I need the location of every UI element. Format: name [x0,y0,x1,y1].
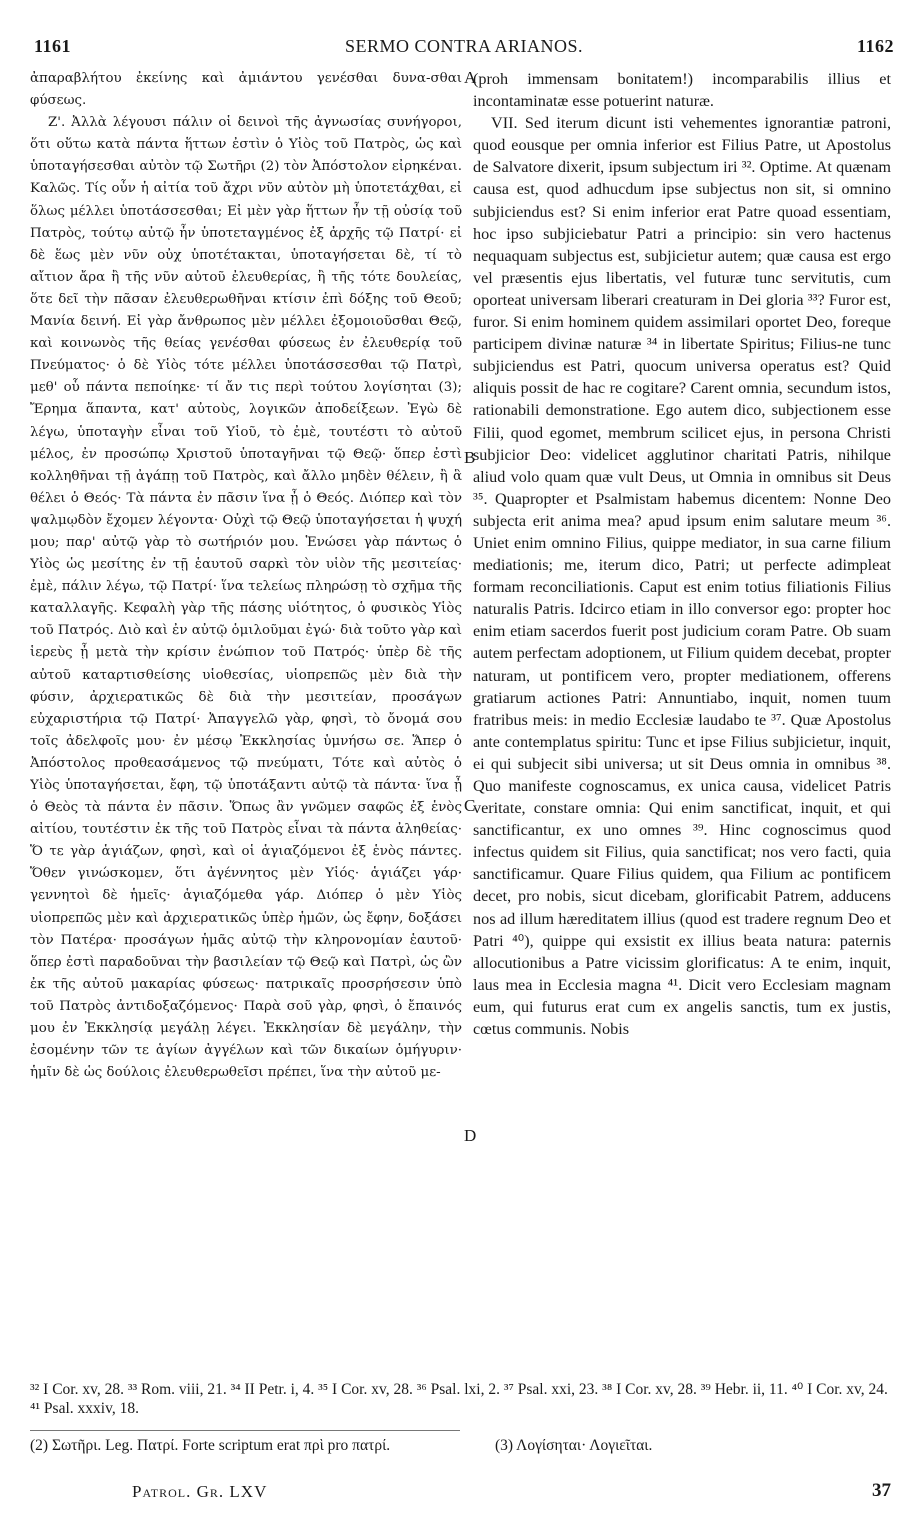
margin-marker-b: B [464,448,476,467]
latin-column [473,68,891,1336]
margin-marker-a: A [464,68,477,87]
running-title: SERMO CONTRA ARIANOS. [344,36,584,56]
greek-column [30,68,462,1336]
footnote-divider [30,1430,460,1431]
scripture-footnotes: ³² I Cor. xv, 28. ³³ Rom. viii, 21. ³⁴ II Petr. i, 4. ³⁵ I Cor. xv, 28. ³⁶ Psal. lxi, 2. ³⁷ Psal. xxi, 23. ³⁸ I Cor. xv, 28. ³⁹ Hebr. ii, 11. ⁴⁰ I Cor. xv, 24. ⁴¹ Psal. xxxiv, 18. [30,1381,888,1417]
margin-marker-d: D [464,1126,477,1145]
sheet-number: 37 [872,1480,891,1501]
right-page-number: 1162 [856,36,894,56]
greek-paragraph-2: Ζ'. Ἀλλὰ λέγουσι πάλιν οἱ δεινοὶ τῆς ἀγνωσίας συνήγοροι, ὅτι οὕτω κατὰ πάντα ἥττων ἐστὶν ὁ Υἱὸς τοῦ Πατρὸς, ὡς καὶ ὑποταγήσεσθαι αὐτὸν τῷ Σωτῆρι (2) τὸν Ἀπόστολον εἰρηκέναι. Καλῶς. Τίς οὖν ἡ αἰτία τοῦ ἄχρι νῦν αὐτὸν μὴ ὑποτετάχθαι, εἰ ὅλως μέλλει ὑποτάσσεσθαι; Εἰ μὲν γὰρ ἥττων ἦν τῇ οὐσίᾳ τοῦ Πατρὸς, τούτῳ αὐτῷ ἦν ὑποτεταγμένος ἐξ ἀρχῆς τῷ Πατρί· εἰ δὲ ἕως μὲν νῦν οὐχ ὑποτέτακται, ὑποταγήσεται δὲ, τί τὸ αἴτιον ἄρα ἢ τῆς νῦν αὐτοῦ ἐλευθερίας, ἢ τῆς τότε δουλείας, ὅτε δεῖ τὴν πᾶσαν ἐλευθερωθῆναι κτίσιν ἐπὶ δόξης τοῦ Θεοῦ; Μανία δεινή. Εἰ γὰρ ἄνθρωπος μὲν μέλλει ἐξομοιοῦσθαι Θεῷ, καὶ κοινωνὸς τῆς θείας γενέσθαι φύσεως ἐν ἐλευθερίᾳ τοῦ Πνεύματος· ὁ δὲ Υἱὸς τότε μέλλει ὑποτάσσεσθαι τῷ Πατρὶ, μεθ' οὗ πάντα πεποίηκε· τί ἄν τις περὶ τούτου λογίσηται (3); Ἔρημα ἅπαντα, κατ' αὐτοὺς, λογικῶν ἀποδείξεων. Ἐγὼ δὲ λέγω, ὑποταγὴν εἶναι τοῦ Υἱοῦ, τὸ ἐμὲ, τουτέστι τὸ αὐτοῦ μέλος, ἐν προσώπῳ Χριστοῦ ὑποταγῆναι τῷ Θεῷ· ὅπερ ἐστὶ κολληθῆναι τῇ ἀγάπῃ τοῦ Πατρὸς, καὶ ἄλλο μηδὲν θέλειν, ἢ ἃ θέλει ὁ Θεός· Τὰ πάντα ἐν πᾶσιν ἵνα ᾖ ὁ Θεός. Διόπερ καὶ τὸν ψαλμῳδὸν ἔχομεν λέγοντα· Οὐχὶ τῷ Θεῷ ὑποταγήσεται ἡ ψυχή μου; παρ' αὐτῷ γὰρ τὸ σωτήριόν μου. Ἑνώσει γὰρ πάντως ὁ Υἱὸς ὡς μεσίτης ἐν τῇ ἑαυτοῦ σαρκὶ τὸν υἱὸν τῆς μεσιτείας· ἐμὲ, πάλιν λέγω, τῷ Πατρί· ἵνα τελείως πληρώσῃ τὸ σχῆμα τῆς καταλλαγῆς. Κεφαλὴ γὰρ τῆς πάσης υἱότητος, ὁ φυσικὸς Υἱὸς τοῦ Πατρός. Διὸ καὶ ἐν αὐτῷ ὁμιλοῦμαι ἐγώ· διὰ τοῦτο γὰρ καὶ ἱερεὺς ᾖ μετὰ τὴν κρίσιν ἐνώπιον τοῦ Πατρός· ὑπὲρ δὲ τῆς αὐτοῦ καταρτισθείσης υἱοθεσίας, υἱοπρεπῶς μὲν διὰ τὴν φύσιν, ἀρχιερατικῶς δὲ διὰ τὴν μεσιτείαν, προσάγων εὐχαριστήρια τῷ Πατρί· Ἀπαγγελῶ γὰρ, φησὶ, τὸ ὄνομά σου τοῖς ἀδελφοῖς μου· ἐν μέσῳ Ἐκκλησίας ὑμνήσω σε. Ἅπερ ὁ Ἀπόστολος προθεασάμενος τῷ πνεύματι, Τότε καὶ αὐτὸς ὁ Υἱὸς ὑποταγήσεται, ἔφη, τῷ ὑποτάξαντι αὐτῷ τὰ πάντα· ἵνα ᾖ ὁ Θεὸς τὰ πάντα ἐν πᾶσιν. Ὅπως ἂν γνῶμεν σαφῶς ἐξ ἑνὸς αἰτίου, τουτέστιν ἐκ τῆς τοῦ Πατρὸς εἶναι τὰ πάντα ἀληθείας· Ὅ τε γὰρ ἁγιάζων, φησὶ, καὶ οἱ ἁγιαζόμενοι ἐξ ἑνὸς πάντες. Ὅθεν γινώσκομεν, ὅτι ἀγέννητος μὲν Υἱός· ἁγιάζει γάρ· γεννητοὶ δὲ ἡμεῖς· ἁγιαζόμεθα γάρ. Διόπερ ὁ μὲν Υἱὸς υἱοπρεπῶς μὲν καὶ ἀρχιερατικῶς ὑπὲρ ἡμῶν, ὡς ἔφην, δοξάσει τὸν Πατέρα· προσάγων ἡμᾶς αὐτῷ τὴν κληρονομίαν ἑαυτοῦ· ὅπερ ἐστὶ παραδοῦναι τὴν βασιλείαν τῷ Θεῷ καὶ Πατρὶ, ὡς ὢν ἐκ τῆς αὐτοῦ μακαρίας φύσεως· πατρικαῖς προσρήσεσιν ὑπὸ τοῦ Πατρὸς ἀντιδοξαζόμενος· Παρὰ σοῦ γὰρ, φησὶ, ὁ ἔπαινός μου ἐν Ἐκκλησίᾳ μεγάλῃ λέγει. Ἐκκλησίαν δὲ μεγάλην, τὴν ἐσομένην τῶν τε ἁγίων ἀγγέλων καὶ τῶν δικαίων ὁμήγυριν· ἡμῖν δὲ ὡς δούλοις ἐλευθερωθεῖσι πρέπει, ἵνα τὴν αὐτοῦ με- [30,115,462,1081]
left-page-number: 1161 [34,36,72,56]
latin-paragraph-2: VII. Sed iterum dicunt isti vehementes ignorantiæ patroni, quod eousque per omnia inferior est Filius Patre, ut Apostolus de Salvatore dixerit, ipsum subjectum iri ³². Optime. At quænam causa est, quod adhucdum ipse subjectus non sit, si omnino subjiciendus est? Si enim inferior erat Patre quoad essentiam, hoc ipso subjiciebatur Patri a principio: sin vero hactenus nequaquam subjectus est, subjicietur autem; quæ causa est ergo vel præsentis ejus libertatis, vel futuræ tunc servitutis, cum oporteat universam liberari creaturam in Dei gloria ³³? Furor est, furor. Si enim hominem quidem assimilari oportet Deo, foreque participem divinæ naturæ ³⁴ in libertate Spiritus; Filius-ne tunc subjiciendus est Patri, quocum universa operatus est? Quid aliquis possit de hac re cogitare? Carent omnia, secundum istos, rationabili demonstratione. Ego autem dico, subjectionem esse Filii, quod egomet, membrum scilicet ejus, in persona Christi subjicior Deo: videlicet agglutinor charitati Patris, nihilque aliud volo quam quæ vult Deus, ut Omnia in omnibus sit Deus ³⁵. Quapropter et Psalmistam habemus dicentem: Nonne Deo subjecta erit anima mea? apud ipsum enim salutare meum ³⁶. Uniet enim omnino Filius, quippe mediator, in sua carne filium mediationis; me, iterum dico, Patri; ut perfecte adimpleat formam reconciliationis. Caput est enim totius filiationis Filius naturalis Patris. Idcirco etiam in illo conversor ego: propter hoc enim etiam sacerdos fuerit post judicium coram Patre. Ob suam autem perfectam adoptionem, ut Filium quidem decebat, propter naturam, ut pontificem vero, propter mediationem, offerens gratiarum actiones Patri: Annuntiabo, inquit, nomen tuum fratribus meis: in medio Ecclesiæ laudabo te ³⁷. Quæ Apostolus ante contemplatus spiritu: Tunc et ipse Filius subjicietur, inquit, ei qui subjecit sibi universa; ut sit Deus omnia in omnibus ³⁸. Quo manifeste cognoscamus, ex unica causa, videlicet Patris veritate, constare omnia: Qui enim sanctificat, inquit, et qui sanctificantur, ex uno omnes ³⁹. Hinc cognoscimus quod infectus quidem sit Filius, quia sanctificat; nos vero facti, quia sanctificamur. Quare Filius quidem, qua Filium ac pontificem decet, pro nobis, sicut dicebam, glorificabit Patrem, adducens nos ad illum hæreditatem illius (quod est tradere regnum Deo et Patri ⁴⁰), quippe qui exsistit ex illius beata natura: paternis allocutionibus a Patre vicissim glorificatus: A te enim, inquit, laus mea in Ecclesia magna ⁴¹. Dicit vero Ecclesiam magnam eum, qui futurus erat cum ex angelis sanctis, tum ex justis, cœtus communis. Nobis [473,114,891,1039]
series-signature: Patrol. Gr. LXV [132,1482,268,1501]
critical-note-left: (2) Σωτῆρι. Leg. Πατρί. Forte scriptum erat πρὶ pro πατρί. [30,1437,391,1454]
greek-paragraph-1: ἀπαραβλήτου ἐκείνης καὶ ἀμιάντου γενέσθαι δυνα-σθαι φύσεως. [30,71,462,109]
running-header [34,36,894,64]
margin-marker-c: C [464,796,476,815]
latin-paragraph-1: (proh immensam bonitatem!) incomparabilis illius et incontaminatæ esse potuerint naturæ. [473,70,891,111]
critical-note-right: (3) Λογίσηται· Λογιεῖται. [495,1437,653,1454]
